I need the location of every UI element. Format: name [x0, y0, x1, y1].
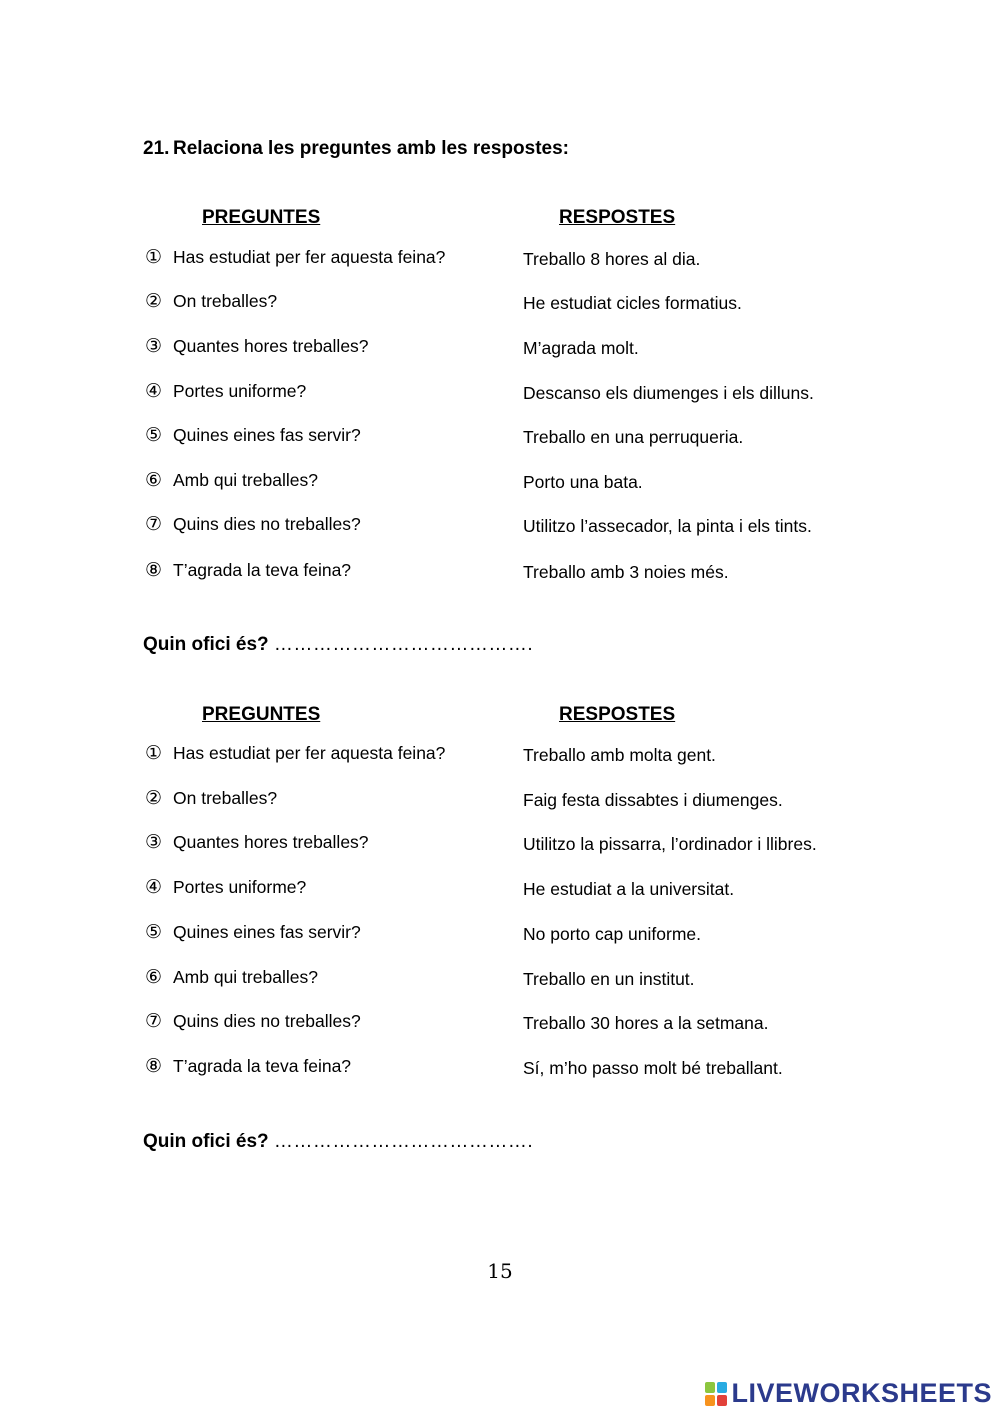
question-text: Has estudiat per fer aquesta feina?: [173, 743, 446, 763]
question-text: Quins dies no treballes?: [173, 1011, 361, 1031]
question-item: [145, 1055, 351, 1077]
answers-header: RESPOSTES: [559, 207, 676, 228]
page-number: 15: [487, 1259, 513, 1283]
question-text: Quantes hores treballes?: [173, 336, 369, 356]
answer-item: No porto cap uniforme.: [523, 924, 702, 944]
brand-name: LIVEWORKSHEETS: [731, 1378, 992, 1408]
question-item: [145, 966, 318, 988]
number-marker: ③: [145, 335, 163, 357]
question-text: Has estudiat per fer aquesta feina?: [173, 247, 446, 267]
profession-answer-blank[interactable]: ………………………………….: [273, 634, 534, 655]
question-item: [145, 246, 445, 268]
question-item: [145, 335, 369, 357]
number-marker: ③: [145, 831, 163, 853]
question-text: Amb qui treballes?: [173, 470, 318, 490]
answer-item: Treballo amb molta gent.: [523, 745, 716, 765]
question-text: Quins dies no treballes?: [173, 514, 361, 534]
answer-item: Treballo en una perruqueria.: [523, 427, 744, 447]
question-item: [145, 876, 306, 898]
question-text: Quines eines fas servir?: [173, 922, 361, 942]
question-text: Portes uniforme?: [173, 381, 307, 401]
question-item: [145, 742, 445, 764]
number-marker: ⑤: [145, 921, 163, 943]
answer-item: Descanso els diumenges i els dilluns.: [523, 383, 814, 403]
question-text: On treballes?: [173, 788, 278, 808]
answer-item: Porto una bata.: [523, 472, 643, 492]
profession-answer-blank[interactable]: ………………………………….: [273, 1131, 534, 1152]
profession-prompt-label: Quin ofici és?: [143, 634, 269, 655]
answer-item: He estudiat a la universitat.: [523, 879, 735, 899]
exercise-title: [143, 138, 569, 160]
question-item: [145, 831, 369, 853]
answers-header: RESPOSTES: [559, 704, 676, 725]
profession-prompt-label: Quin ofici és?: [143, 1131, 269, 1152]
number-marker: ①: [145, 742, 163, 764]
answer-item: M’agrada molt.: [523, 338, 639, 358]
number-marker: ⑦: [145, 513, 163, 535]
question-item: [145, 513, 361, 535]
question-item: [145, 290, 277, 312]
question-item: [145, 424, 361, 446]
question-item: [145, 1010, 361, 1032]
number-marker: ④: [145, 380, 163, 402]
number-marker: ②: [145, 787, 163, 809]
answer-item: Utilitzo l’assecador, la pinta i els tints.: [523, 516, 812, 536]
question-item: [145, 921, 361, 943]
question-text: Quines eines fas servir?: [173, 425, 361, 445]
answer-item: He estudiat cicles formatius.: [523, 293, 742, 313]
answer-item: Faig festa dissabtes i diumenges.: [523, 790, 783, 810]
exercise-instruction: Relaciona les preguntes amb les respostes:: [173, 138, 569, 159]
question-item: [145, 559, 351, 581]
question-text: Quantes hores treballes?: [173, 832, 369, 852]
number-marker: ⑦: [145, 1010, 163, 1032]
number-marker: ①: [145, 246, 163, 268]
profession-prompt: [143, 1131, 533, 1153]
number-marker: ⑧: [145, 559, 163, 581]
questions-header: PREGUNTES: [202, 704, 321, 725]
number-marker: ⑧: [145, 1055, 163, 1077]
answer-item: Treballo amb 3 noies més.: [523, 562, 729, 582]
question-text: Amb qui treballes?: [173, 967, 318, 987]
number-marker: ⑤: [145, 424, 163, 446]
answer-item: Treballo 30 hores a la setmana.: [523, 1013, 769, 1033]
question-text: T’agrada la teva feina?: [173, 560, 352, 580]
question-text: Portes uniforme?: [173, 877, 307, 897]
answer-item: Treballo 8 hores al dia.: [523, 249, 701, 269]
questions-header: PREGUNTES: [202, 207, 321, 228]
question-item: [145, 380, 306, 402]
number-marker: ⑥: [145, 469, 163, 491]
number-marker: ④: [145, 876, 163, 898]
question-item: [145, 787, 277, 809]
answer-item: Sí, m’ho passo molt bé treballant.: [523, 1058, 783, 1078]
profession-prompt: [143, 634, 533, 656]
liveworksheets-logo-icon: [705, 1382, 727, 1406]
answer-item: Utilitzo la pissarra, l’ordinador i llibres.: [523, 834, 817, 854]
question-item: [145, 469, 318, 491]
liveworksheets-logo[interactable]: [705, 1378, 992, 1409]
number-marker: ②: [145, 290, 163, 312]
number-marker: ⑥: [145, 966, 163, 988]
exercise-number: 21.: [143, 138, 170, 159]
question-text: T’agrada la teva feina?: [173, 1056, 352, 1076]
answer-item: Treballo en un institut.: [523, 969, 695, 989]
question-text: On treballes?: [173, 291, 278, 311]
